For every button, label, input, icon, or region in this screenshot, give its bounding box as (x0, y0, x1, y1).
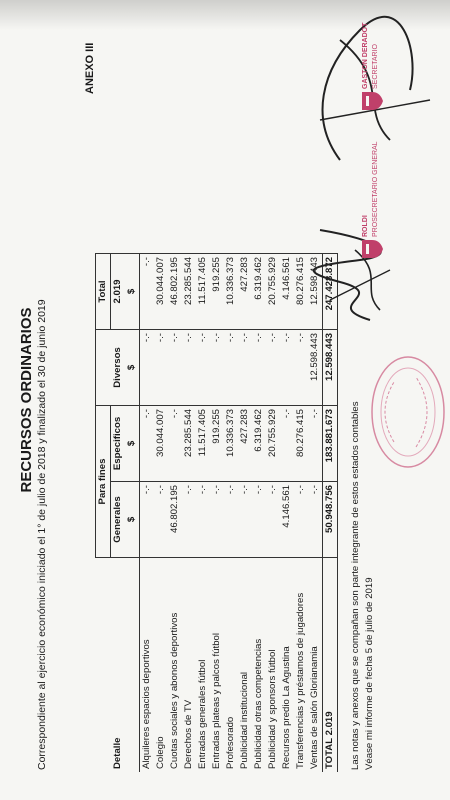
cell-especificos: -.- (308, 406, 323, 482)
currency-total: $ (125, 254, 140, 330)
cell-diversos: -.- (196, 330, 210, 406)
total-total: 247.428.872 (323, 254, 338, 330)
row-label: Colegio (155, 736, 166, 769)
stamp-name-left: ROLDI (362, 215, 369, 237)
annex-label: ANEXO III (84, 42, 96, 94)
table-row (182, 254, 196, 773)
diversos-header: Diversos (111, 330, 126, 406)
cell-total: 4.146.561 (280, 254, 294, 330)
year-header: 2.019 (111, 254, 126, 330)
row-label: Alquileres espacios deportivos (141, 639, 152, 769)
total-label: TOTAL 2.019 (323, 558, 338, 773)
row-label: Publicidad institucional (239, 671, 250, 769)
row-label: Entradas plateas y palcos fútbol (211, 633, 222, 769)
club-shield-icon (360, 238, 384, 260)
cell-total: 11.517.405 (196, 254, 210, 330)
club-shield-icon (360, 90, 384, 112)
row-label: Entradas generales fútbol (197, 659, 208, 769)
cell-diversos: -.- (168, 330, 182, 406)
row-label: Derechos de TV (183, 699, 194, 769)
total-row (323, 254, 338, 773)
header-row-1 (96, 254, 111, 773)
detalle-header-blank (96, 558, 111, 773)
cell-generales: -.- (196, 482, 210, 558)
cell-diversos: -.- (182, 330, 196, 406)
cell-total: -.- (140, 254, 155, 330)
table-row (210, 254, 224, 773)
document-title: RECURSOS ORDINARIOS (18, 307, 35, 493)
note-integral: Las notas y anexos que se compañan son parte integrante de estos estados contables (350, 401, 361, 770)
cell-especificos: 23.285.544 (182, 406, 196, 482)
stamp-role-right: SECRETARIO (372, 44, 379, 89)
total-generales: 50.948.756 (323, 482, 338, 558)
cell-especificos: 20.755.929 (266, 406, 280, 482)
total-diversos: 12.598.443 (323, 330, 338, 406)
total-especificos: 183.881.673 (323, 406, 338, 482)
cell-total: 10.336.373 (224, 254, 238, 330)
cell-total: 23.285.544 (182, 254, 196, 330)
cell-diversos: -.- (224, 330, 238, 406)
cell-especificos: -.- (280, 406, 294, 482)
currency-especificos: $ (125, 406, 140, 482)
row-label: Publicidad otras competencias (253, 638, 264, 769)
table-row (294, 254, 308, 773)
cell-total: 6.319.462 (252, 254, 266, 330)
cell-generales: -.- (182, 482, 196, 558)
table-row (252, 254, 266, 773)
cell-generales: -.- (238, 482, 252, 558)
cell-generales: -.- (252, 482, 266, 558)
table-row (224, 254, 238, 773)
total-header: Total (96, 254, 111, 330)
row-label: Transferencias y préstamos de jugadores (295, 592, 306, 769)
signature-middle (300, 220, 400, 330)
note-report: Véase mi informe de fecha 5 de julio de 2019 (364, 577, 375, 770)
cell-diversos: -.- (280, 330, 294, 406)
cell-especificos: 919.255 (210, 406, 224, 482)
cell-generales: -.- (210, 482, 224, 558)
cell-especificos: 427.283 (238, 406, 252, 482)
cell-diversos: -.- (266, 330, 280, 406)
cell-total: 46.802.195 (168, 254, 182, 330)
table-row (168, 254, 182, 773)
circular-seal (368, 352, 448, 472)
currency-header-blank (125, 558, 140, 773)
stamp-role-left: PROSECRETARIO GENERAL (372, 141, 379, 237)
cell-generales: -.- (266, 482, 280, 558)
cell-especificos: 10.336.373 (224, 406, 238, 482)
cell-generales: -.- (294, 482, 308, 558)
table-row (280, 254, 294, 773)
header-row-2 (111, 254, 126, 773)
cell-especificos: 80.276.415 (294, 406, 308, 482)
table-row (266, 254, 280, 773)
table-row (196, 254, 210, 773)
cell-diversos: -.- (140, 330, 155, 406)
cell-diversos: -.- (238, 330, 252, 406)
detalle-header: Detalle (111, 737, 123, 769)
cell-total: 30.044.007 (154, 254, 168, 330)
header-row-3 (125, 254, 140, 773)
resources-table (95, 253, 338, 772)
cell-especificos: 6.319.462 (252, 406, 266, 482)
cell-generales: -.- (308, 482, 323, 558)
stamp-name-right: GASTON DERADOT (362, 22, 369, 89)
document-subtitle: Correspondiente al ejercicio económico iniciado el 1° de julio de 2018 y finalizado el 30 de junio 2019 (36, 299, 48, 770)
cell-generales: -.- (154, 482, 168, 558)
cell-especificos: 30.044.007 (154, 406, 168, 482)
table-row (154, 254, 168, 773)
cell-generales: 4.146.561 (280, 482, 294, 558)
table-row (238, 254, 252, 773)
cell-especificos: 11.517.405 (196, 406, 210, 482)
cell-total: 80.276.415 (294, 254, 308, 330)
cell-total: 427.283 (238, 254, 252, 330)
row-label: Ventas de salón Glorianamia (309, 646, 320, 769)
cell-total: 20.755.929 (266, 254, 280, 330)
row-label: Cuotas sociales y abonos deportivos (169, 612, 180, 769)
cell-generales: 46.802.195 (168, 482, 182, 558)
cell-generales: -.- (140, 482, 155, 558)
currency-diversos: $ (125, 330, 140, 406)
cell-diversos: -.- (252, 330, 266, 406)
row-label: Profesorado (225, 716, 236, 769)
cell-especificos: -.- (168, 406, 182, 482)
cell-diversos: 12.598.443 (308, 330, 323, 406)
para-fines-header: Para fines (96, 406, 111, 558)
cell-especificos: -.- (140, 406, 155, 482)
table-row (140, 254, 155, 773)
cell-total: 919.255 (210, 254, 224, 330)
currency-generales: $ (125, 482, 140, 558)
row-label: Publicidad y sponsors fútbol (267, 649, 278, 769)
cell-diversos: -.- (210, 330, 224, 406)
row-label: Recursos predio La Agustina (281, 646, 292, 769)
especificos-header: Especificos (111, 406, 126, 482)
cell-diversos: -.- (294, 330, 308, 406)
diversos-header-blank (96, 330, 111, 406)
cell-total: 12.598.443 (308, 254, 323, 330)
table-row (308, 254, 323, 773)
generales-header: Generales (111, 482, 126, 558)
cell-diversos: -.- (154, 330, 168, 406)
cell-generales: -.- (224, 482, 238, 558)
